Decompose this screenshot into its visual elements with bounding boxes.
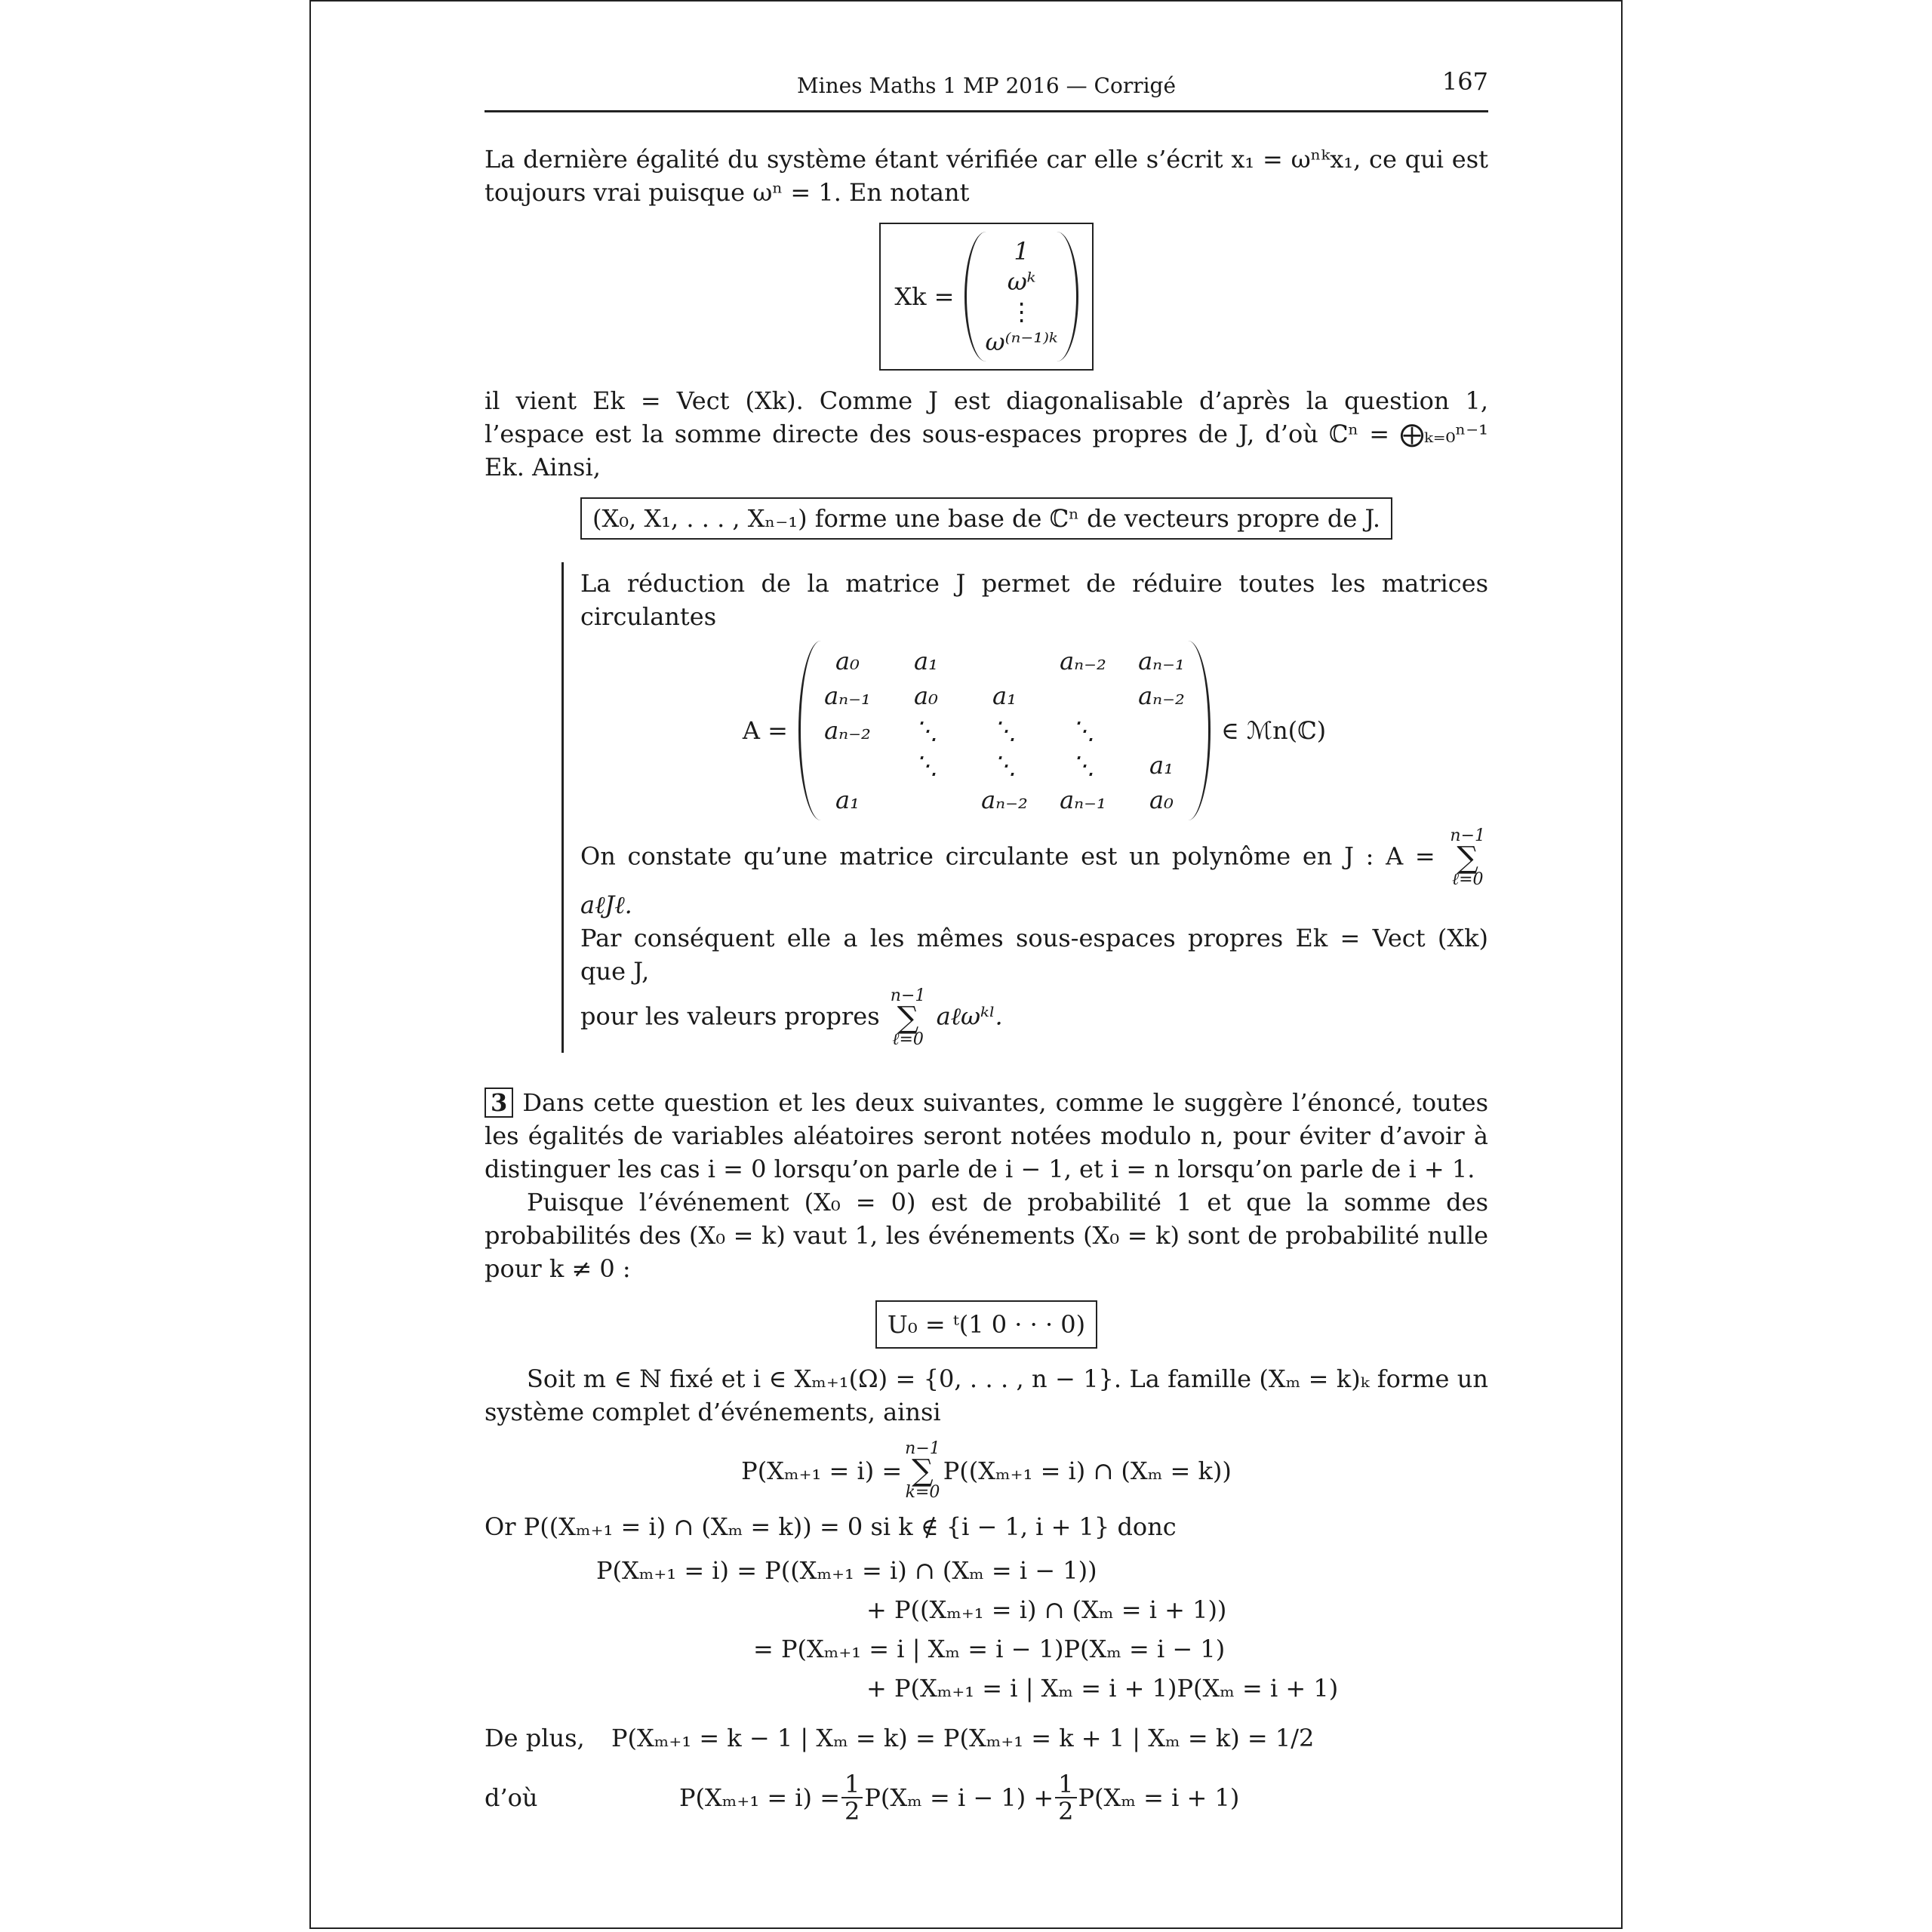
matrix-cell: a₀	[1149, 786, 1174, 814]
matrix-cell: a₁	[914, 647, 938, 675]
sum-top: n−1	[1450, 826, 1486, 845]
document-page	[309, 0, 1623, 1929]
remark-block	[561, 562, 1488, 1053]
matrix-cell: ⋱	[1070, 716, 1095, 745]
sum-symbol: n−1 ∑ k=0	[905, 1439, 940, 1502]
paragraph-2: il vient Ek = Vect (Xk). Comme J est diagonalisable d’après la question 1, l’espace est la somme directe des sous-espaces propres de J, d’où ℂⁿ = ⨁ₖ₌₀ⁿ⁻¹ Ek. Ainsi,	[485, 386, 1488, 481]
equation-line: + P((Xₘ₊₁ = i) ∩ (Xₘ = i + 1))	[866, 1595, 1227, 1624]
xk-definition	[485, 223, 1488, 371]
de-plus-label: De plus,	[485, 1724, 585, 1752]
question-3-paragraph-4: Or P((Xₘ₊₁ = i) ∩ (Xₘ = k)) = 0 si k ∉ {i − 1, i + 1} donc	[485, 1512, 1177, 1541]
matrix-body	[798, 641, 1211, 820]
page-number: 167	[1441, 67, 1488, 96]
equation-lhs: P(Xₘ₊₁ = i) =	[741, 1457, 903, 1485]
question-3-paragraph-1	[485, 1086, 1488, 1186]
running-header	[485, 69, 1488, 112]
matrix-row	[808, 748, 1201, 783]
matrix-cell: a₀	[914, 681, 938, 710]
matrix-cell	[1122, 713, 1201, 748]
sum-bottom: ℓ=0	[892, 1030, 924, 1049]
equation-total-probability	[485, 1441, 1488, 1501]
matrix-table	[808, 644, 1201, 817]
sum-term: aℓωᵏˡ.	[936, 1001, 1003, 1031]
matrix-cell	[1044, 678, 1122, 713]
sum-bottom: k=0	[905, 1483, 940, 1502]
question-number-box: 3	[485, 1088, 513, 1118]
xk-row: ⋮	[1009, 297, 1034, 326]
dou-lhs: P(Xₘ₊₁ = i) =	[679, 1783, 840, 1812]
matrix-rhs: ∈ ℳn(ℂ)	[1220, 716, 1327, 745]
remark-line-3	[580, 988, 1488, 1048]
matrix-cell: ⋱	[913, 751, 938, 780]
xk-row: ωᵏ	[1007, 267, 1036, 296]
matrix-cell: aₙ₋₁	[1060, 786, 1106, 814]
question-3-paragraph-2: Puisque l’événement (X₀ = 0) est de probabilité 1 et que la somme des probabilités des (X₀ = k) vaut 1, les événements (X₀ = k) sont de probabilité nulle pour k ≠ 0 :	[485, 1188, 1488, 1283]
matrix-cell: ⋱	[1070, 751, 1095, 780]
header-title: Mines Maths 1 MP 2016 — Corrigé	[796, 73, 1177, 98]
question-3-text: Dans cette question et les deux suivantes, comme le suggère l’énoncé, toutes les égalités de variables aléatoires seront notées modulo n, pour éviter d’avoir à distinguer les cas i = 0 lorsqu’on parle de i − 1, et i = n lorsqu’on parle de i + 1.	[485, 1088, 1489, 1183]
u0-definition	[485, 1300, 1488, 1349]
sum-symbol: n−1 ∑ ℓ=0	[1450, 826, 1486, 889]
matrix-cell: aₙ₋₁	[824, 681, 871, 710]
remark-line-1	[580, 828, 1488, 921]
equation-dou	[485, 1771, 1488, 1824]
base-result-box: (X₀, X₁, . . . , Xₙ₋₁) forme une base de ℂⁿ de vecteurs propre de J.	[580, 497, 1392, 540]
fraction-numerator: 1	[1055, 1771, 1076, 1798]
dou-label: d’où	[485, 1783, 538, 1812]
matrix-cell: aₙ₋₂	[824, 716, 871, 745]
matrix-cell: ⋱	[913, 716, 938, 745]
matrix-lhs: A =	[742, 716, 788, 745]
fraction-half	[1055, 1771, 1076, 1824]
dou-end: P(Xₘ = i + 1)	[1078, 1783, 1240, 1812]
matrix-cell: aₙ₋₂	[1138, 681, 1185, 710]
sum-top: n−1	[890, 986, 926, 1005]
de-plus-equation: P(Xₘ₊₁ = k − 1 | Xₘ = k) = P(Xₘ₊₁ = k + 1 | Xₘ = k) = 1/2	[611, 1724, 1315, 1752]
circulant-matrix	[580, 641, 1488, 820]
u0-box: U₀ = ᵗ(1 0 · · · 0)	[875, 1300, 1097, 1349]
base-result	[485, 497, 1488, 540]
matrix-cell: a₁	[1149, 751, 1174, 780]
equation-line: P(Xₘ₊₁ = i) = P((Xₘ₊₁ = i) ∩ (Xₘ = i − 1))	[596, 1556, 1097, 1585]
paragraph-1: La dernière égalité du système étant vérifiée car elle s’écrit x₁ = ωⁿᵏx₁, ce qui est toujours vrai puisque ωⁿ = 1. En notant	[485, 145, 1488, 207]
fraction-numerator: 1	[841, 1771, 863, 1798]
sum-bottom: ℓ=0	[1451, 870, 1484, 889]
matrix-cell	[887, 783, 965, 817]
remark-line-2: Par conséquent elle a les mêmes sous-espaces propres Ek = Vect (Xk) que J,	[580, 924, 1488, 986]
sum-term: aℓJℓ.	[580, 891, 632, 919]
matrix-cell: aₙ₋₂	[981, 786, 1028, 814]
matrix-cell: ⋱	[992, 751, 1017, 780]
remark-line-1-text: On constate qu’une matrice circulante est un polynôme en J : A =	[580, 841, 1435, 871]
fraction-half	[841, 1771, 863, 1824]
equation-rhs: P((Xₘ₊₁ = i) ∩ (Xₘ = k))	[943, 1457, 1232, 1485]
fraction-denominator: 2	[1058, 1797, 1074, 1826]
matrix-cell: ⋱	[992, 716, 1017, 745]
equation-de-plus	[485, 1721, 1488, 1755]
matrix-row	[808, 644, 1201, 678]
equation-line: + P(Xₘ₊₁ = i | Xₘ = i + 1)P(Xₘ = i + 1)	[866, 1674, 1339, 1703]
sum-symbol: n−1 ∑ ℓ=0	[890, 986, 926, 1049]
sum-top: n−1	[905, 1439, 940, 1458]
matrix-cell: a₁	[835, 786, 860, 814]
equation-line: = P(Xₘ₊₁ = i | Xₘ = i − 1)P(Xₘ = i − 1)	[753, 1635, 1226, 1663]
matrix-row	[808, 713, 1201, 748]
xk-lhs: Xk =	[894, 282, 955, 311]
xk-box	[879, 223, 1093, 371]
xk-row: ω⁽ⁿ⁻¹⁾ᵏ	[985, 328, 1058, 356]
page-content	[485, 69, 1488, 1824]
xk-row: 1	[1014, 237, 1029, 266]
dou-middle: P(Xₘ = i − 1) +	[864, 1783, 1054, 1812]
matrix-cell: aₙ₋₂	[1060, 647, 1106, 675]
question-3-paragraph-3: Soit m ∈ ℕ fixé et i ∈ Xₘ₊₁(Ω) = {0, . . . , n − 1}. La famille (Xₘ = k)ₖ forme un système complet d’événements, ainsi	[485, 1364, 1488, 1426]
matrix-cell: a₁	[992, 681, 1017, 710]
matrix-cell: aₙ₋₁	[1138, 647, 1185, 675]
matrix-row	[808, 678, 1201, 713]
remark-line-3-text: pour les valeurs propres	[580, 1001, 880, 1031]
fraction-denominator: 2	[844, 1797, 860, 1826]
remark-intro: La réduction de la matrice J permet de réduire toutes les matrices circulantes	[580, 569, 1488, 631]
xk-vector	[964, 232, 1078, 361]
matrix-cell: a₀	[835, 647, 860, 675]
matrix-cell	[965, 644, 1044, 678]
matrix-row	[808, 783, 1201, 817]
matrix-cell	[808, 748, 887, 783]
equation-split	[485, 1551, 1488, 1708]
